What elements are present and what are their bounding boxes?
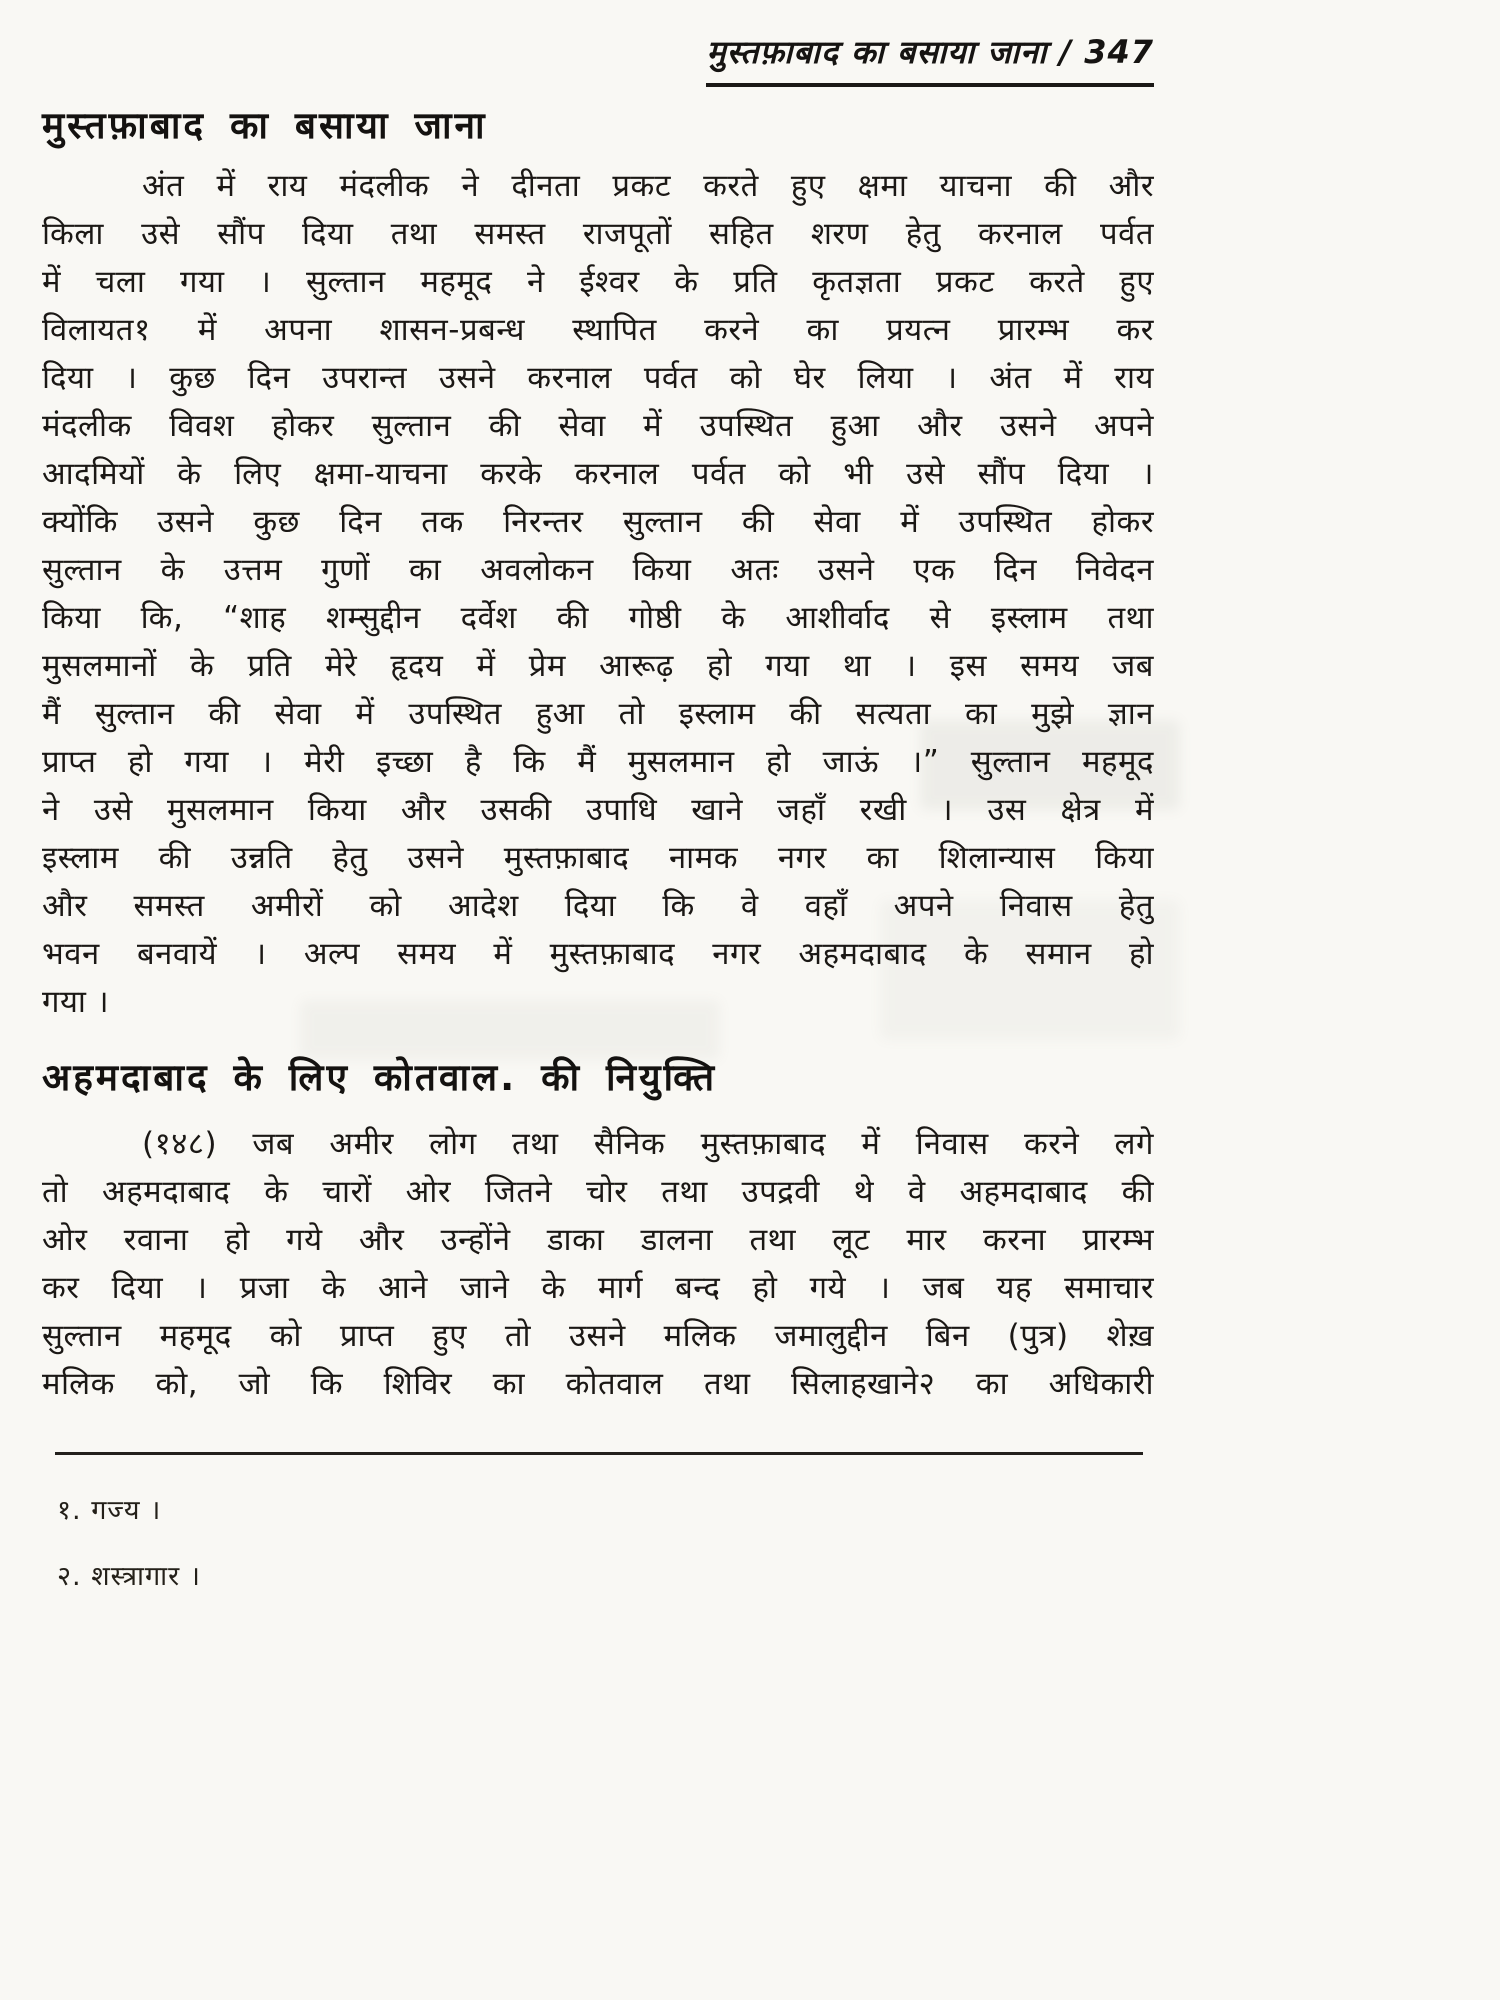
running-header <box>42 30 1154 87</box>
footnote-divider <box>55 1452 1143 1455</box>
text-line: सुल्तान महमूद को प्राप्त हुए तो उसने मलिक जमालुद्दीन बिन (पुत्र) शेख़ <box>42 1318 1154 1354</box>
paragraph-kotwal <box>42 1120 1154 1408</box>
text-line: ओर रवाना हो गये और उन्होंने डाका डालना तथा लूट मार करना प्रारम्भ <box>42 1222 1154 1258</box>
text-line: मंदलीक विवश होकर सुल्तान की सेवा में उपस्थित हुआ और उसने अपने <box>42 408 1154 444</box>
text-line: किला उसे सौंप दिया तथा समस्त राजपूतों सहित शरण हेतु करनाल पर्वत <box>42 216 1154 252</box>
section-heading-mustafabad: मुस्तफ़ाबाद का बसाया जाना <box>42 104 488 147</box>
paragraph-mustafabad <box>42 162 1154 1026</box>
text-line: गया । <box>42 984 110 1020</box>
text-line: सुल्तान के उत्तम गुणों का अवलोकन किया अतः उसने एक दिन निवेदन <box>42 552 1154 588</box>
text-line: कर दिया । प्रजा के आने जाने के मार्ग बन्द हो गये । जब यह समाचार <box>42 1270 1154 1306</box>
text-line: तो अहमदाबाद के चारों ओर जितने चोर तथा उपद्रवी थे वे अहमदाबाद की <box>42 1174 1154 1210</box>
text-line: विलायत१ में अपना शासन-प्रबन्ध स्थापित करने का प्रयत्न प्रारम्भ कर <box>42 312 1154 348</box>
text-line: मैं सुल्तान की सेवा में उपस्थित हुआ तो इस्लाम की सत्यता का मुझे ज्ञान <box>42 696 1154 732</box>
text-line: किया कि, “शाह शम्सुद्दीन दर्वेश की गोष्ठी के आशीर्वाद से इस्लाम तथा <box>42 600 1154 636</box>
text-line: अंत में राय मंदलीक ने दीनता प्रकट करते हुए क्षमा याचना की और <box>142 168 1154 204</box>
running-header-title: मुस्तफ़ाबाद का बसाया जाना / 347 <box>706 30 1154 87</box>
text-line: २. शस्त्रागार । <box>57 1561 202 1592</box>
text-line: इस्लाम की उन्नति हेतु उसने मुस्तफ़ाबाद नामक नगर का शिलान्यास किया <box>42 840 1154 876</box>
text-line: (१४८) जब अमीर लोग तथा सैनिक मुस्तफ़ाबाद में निवास करने लगे <box>142 1126 1154 1162</box>
section-heading-kotwal: अहमदाबाद के लिए कोतवाल. की नियुक्ति <box>42 1056 718 1099</box>
text-line: प्राप्त हो गया । मेरी इच्छा है कि मैं मुसलमान हो जाऊं ।” सुल्तान महमूद <box>42 744 1154 780</box>
text-line: मलिक को, जो कि शिविर का कोतवाल तथा सिलाहखाने२ का अधिकारी <box>42 1366 1154 1402</box>
text-line: मुसलमानों के प्रति मेरे हृदय में प्रेम आरूढ़ हो गया था । इस समय जब <box>42 648 1154 684</box>
text-line: और समस्त अमीरों को आदेश दिया कि वे वहाँ अपने निवास हेतु <box>42 888 1154 924</box>
text-line: दिया । कुछ दिन उपरान्त उसने करनाल पर्वत को घेर लिया । अंत में राय <box>42 360 1154 396</box>
text-line: क्योंकि उसने कुछ दिन तक निरन्तर सुल्तान की सेवा में उपस्थित होकर <box>42 504 1154 540</box>
text-line: आदमियों के लिए क्षमा-याचना करके करनाल पर्वत को भी उसे सौंप दिया । <box>42 456 1154 492</box>
text-line: ने उसे मुसलमान किया और उसकी उपाधि खाने जहाँ रखी । उस क्षेत्र में <box>42 792 1154 828</box>
text-line: १. गज्य । <box>57 1495 162 1526</box>
text-line: में चला गया । सुल्तान महमूद ने ईश्वर के प्रति कृतज्ञता प्रकट करते हुए <box>42 264 1154 300</box>
text-line: भवन बनवायें । अल्प समय में मुस्तफ़ाबाद नगर अहमदाबाद के समान हो <box>42 936 1154 972</box>
footnotes <box>57 1478 957 1610</box>
